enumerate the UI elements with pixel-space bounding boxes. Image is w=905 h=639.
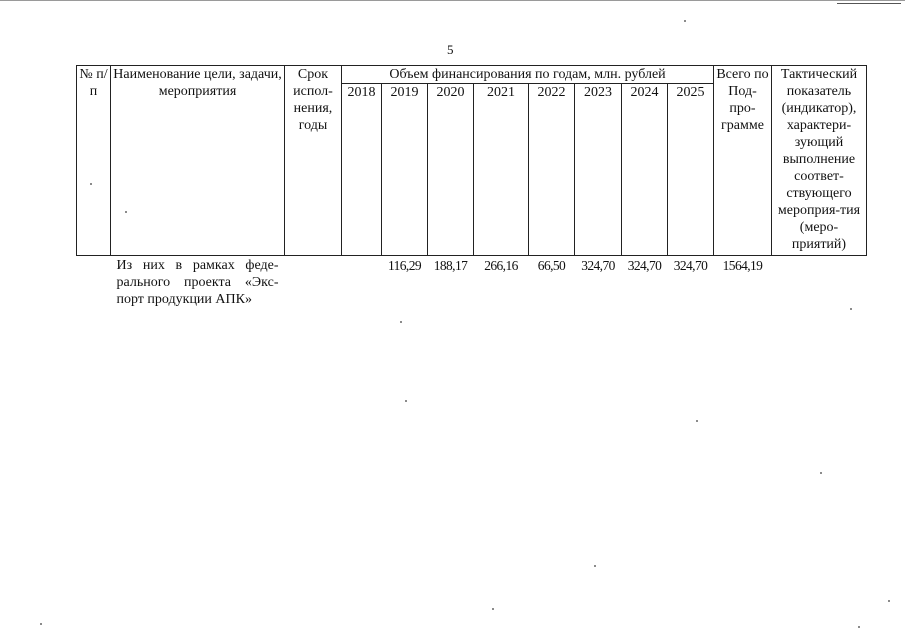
row-term	[285, 256, 342, 309]
row-description: Из них в рамках феде-рального проекта «Экс-порт продукции АПК»	[116, 258, 279, 307]
row-value	[342, 256, 382, 309]
row-value: 188,17	[433, 258, 468, 273]
header-year: 2023	[575, 84, 622, 256]
scan-speck	[850, 308, 852, 310]
header-year: 2020	[428, 84, 474, 256]
funding-table	[76, 65, 867, 308]
header-year: 2024	[622, 84, 668, 256]
page-number: 5	[447, 42, 454, 57]
table-header-row	[77, 66, 867, 84]
scan-speck	[125, 211, 127, 213]
scan-speck	[40, 623, 42, 625]
scan-speck	[492, 608, 494, 610]
scan-speck	[858, 626, 860, 628]
header-term: Срок испол-нения, годы	[285, 66, 342, 256]
scan-speck	[405, 400, 407, 402]
scan-speck	[594, 565, 596, 567]
header-funding: Объем финансирования по годам, млн. рублей	[342, 66, 714, 84]
header-number: № п/п	[77, 66, 111, 256]
scan-speck	[684, 20, 686, 22]
scan-speck	[400, 321, 402, 323]
scan-speck	[820, 472, 822, 474]
row-total: 1564,19	[722, 258, 763, 273]
header-total: Всего по Под-про-грамме	[714, 66, 772, 256]
scan-top-edge	[0, 0, 905, 1]
scan-speck	[90, 183, 92, 185]
header-year: 2018	[342, 84, 382, 256]
scan-edge-mark	[837, 3, 901, 4]
header-indicator: Тактический показатель (индикатор), характери-зующий выполнение соответ-ствующего мероприя-тия (меро-приятий)	[772, 66, 867, 256]
header-year: 2022	[529, 84, 575, 256]
table-row	[77, 256, 867, 309]
row-value: 324,70	[673, 258, 708, 273]
scan-speck	[888, 600, 890, 602]
row-indicator	[772, 256, 867, 309]
row-value: 116,29	[387, 258, 422, 273]
row-number	[77, 256, 111, 309]
scan-speck	[696, 420, 698, 422]
header-name: Наименование цели, задачи, мероприятия	[111, 66, 285, 256]
header-year: 2025	[668, 84, 714, 256]
header-year: 2021	[474, 84, 529, 256]
row-value: 66,50	[537, 258, 566, 273]
row-value: 266,16	[484, 258, 518, 273]
row-value: 324,70	[581, 258, 615, 273]
header-year: 2019	[382, 84, 428, 256]
row-value: 324,70	[627, 258, 662, 273]
